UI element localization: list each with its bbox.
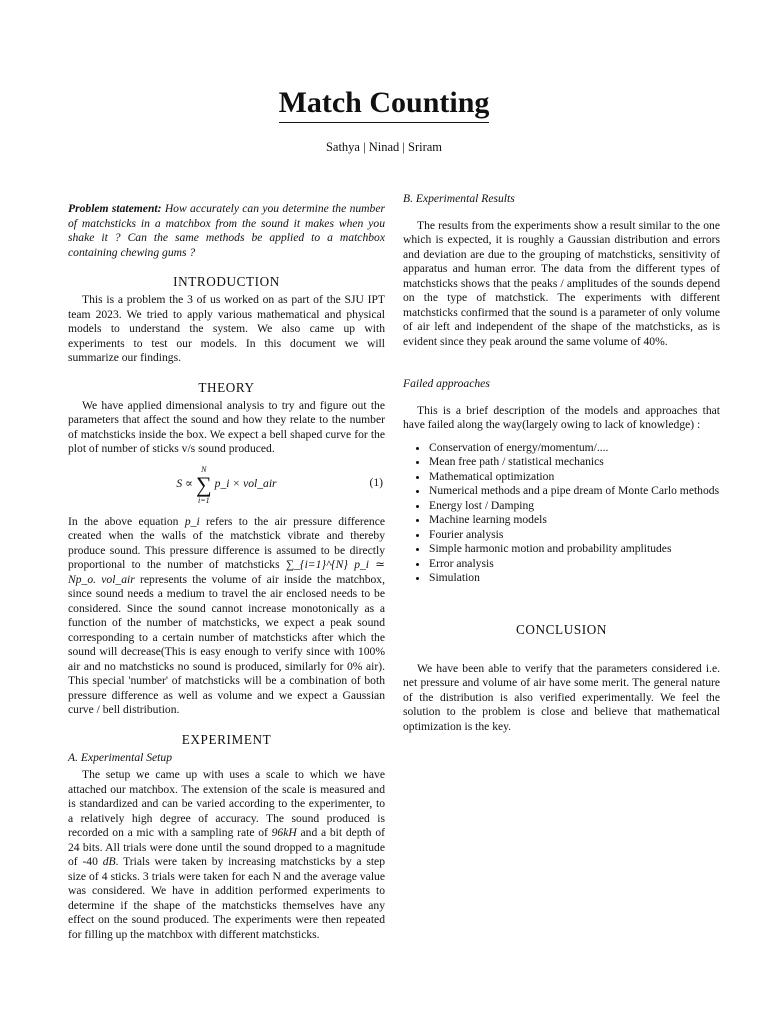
introduction-heading: INTRODUCTION — [173, 274, 280, 289]
theory-p2-var: p_i — [184, 514, 200, 528]
theory-paragraph-2 — [68, 515, 385, 718]
failed-list-item: • Machine learning models — [429, 513, 720, 528]
setup-text — [68, 768, 385, 942]
setup-b: and a bit depth of 24 bits. All trials were done until the sound dropped to a magnitude of -40 — [68, 826, 385, 868]
failed-list-item: • Simulation — [429, 571, 720, 586]
failed-list — [403, 441, 720, 586]
failed-heading: Failed approaches — [403, 377, 490, 390]
equation-lhs: S ∝ — [176, 477, 193, 491]
failed-list-item: • Mean free path / statistical mechanics — [429, 455, 720, 470]
equation-number: (1) — [369, 475, 383, 489]
experiment-heading: EXPERIMENT — [181, 731, 272, 747]
setup-heading: A. Experimental Setup — [68, 750, 172, 764]
abstract-text: How accurately can you determine the number of matchsticks in a matchbox from the sound it makes when you shake it ? Can the same methods be applied to a matchbox containing chewing gums ? — [68, 202, 385, 259]
equation-rhs: p_i × vol_air — [214, 477, 277, 491]
theory-p2-b: refers to the air pressure difference created when the walls of the matchstick vibrate and thereby produce sound. This pressure difference is assumed to be directly proportional to the number of matchsticks — [68, 514, 385, 571]
equation-1 — [68, 460, 385, 510]
setup-db: dB — [102, 855, 116, 868]
abstract-label: Problem statement: — [68, 202, 162, 215]
failed-intro: This is a brief description of the models and approaches that have failed along the way(largely owing to lack of knowledge) : — [403, 403, 720, 431]
setup-a: The setup we came up with uses a scale to which we have attached our matchbox. The extension of the scale is measured and is standardized and can be varied according to the experimenter, to a relatively high degree of accuracy. The sound produced is recorded on a mic with a sampling rate of — [68, 768, 385, 839]
summation-symbol: ∑ — [195, 471, 212, 497]
conclusion-text: We have been able to verify that the parameters considered i.e. net pressure and volume of air have some merit. The general nature of the distribution is also verified experimentally. We feel the solution to the problem is close and believe that mathematical optimization is the key. — [403, 661, 720, 733]
summation-upper: N — [201, 464, 207, 474]
failed-list-item: • Fourier analysis — [429, 528, 720, 543]
left-column — [68, 182, 385, 942]
theory-heading: THEORY — [198, 379, 255, 395]
theory-p2-a: In the above equation — [68, 514, 179, 528]
paper-title-block — [0, 86, 768, 123]
failed-list-item: • Mathematical optimization — [429, 470, 720, 485]
failed-list-item: • Energy lost / Damping — [429, 499, 720, 514]
introduction-text: This is a problem the 3 of us worked on as part of the SJU IPT team 2023. We tried to apply various mathematical and physical models to understand the system. We also came up with experiments to test our models. In this document we will summarize our findings. — [68, 293, 385, 364]
results-heading: B. Experimental Results — [403, 192, 515, 205]
failed-list-item: • Simple harmonic motion and probability amplitudes — [429, 542, 720, 557]
results-text: The results from the experiments show a result similar to the one which is expected, it is roughly a Gaussian distribution and errors and deviation are due to the grouping of matchsticks, sensitivity of apparatus and human error. The data from the different types of matchsticks shows that the peaks / amplitudes of the sounds depend on the type of matchstick. The experiments with different matchsticks confirmed that the sound is a parameter of only volume of air left and independent of the shape of the matchsticks, as is evident since they peak around the same volume of 40%. — [403, 218, 720, 348]
summation — [196, 465, 212, 505]
author-list: Sathya | Ninad | Sriram — [325, 140, 443, 154]
failed-list-item: • Numerical methods and a pipe dream of Monte Carlo methods — [429, 484, 720, 499]
theory-p2-math: ∑_{i=1}^{N} p_i ≃ Np_o. vol_air — [68, 558, 385, 586]
theory-paragraph-1: We have applied dimensional analysis to try and figure out the parameters that affect the sound and how they relate to the number of matchsticks inside the box. We expect a bell shaped curve for the plot of number of sticks v/s sound produced. — [68, 398, 385, 455]
abstract — [68, 202, 385, 260]
setup-rate: 96kH — [271, 826, 297, 839]
conclusion-heading: CONCLUSION — [516, 621, 607, 637]
right-column — [403, 182, 720, 734]
failed-list-item: • Conservation of energy/momentum/.... — [429, 441, 720, 456]
paper-title: Match Counting — [279, 86, 490, 123]
setup-c: . Trials were taken by increasing matchsticks by a step size of 4 sticks. 3 trials were taken for each N and the average value was considered. We have in addition performed experiments to determine if the shape of the matchsticks themselves have any effect on the sound produced. The experiments were then repeated for filling up the matchbox with different matchsticks. — [68, 855, 386, 941]
failed-list-item: • Error analysis — [429, 557, 720, 572]
summation-lower: i=1 — [197, 495, 210, 505]
theory-p2-c: represents the volume of air inside the matchbox, since sound needs a medium to travel the air enclosed needs to be considered. Since the sound cannot increase monotonically as a function of the number of matchsticks, we expect a peak sound corresponding to a certain number of matchsticks after which the sound will decrease(This is easy enough to verify since with 100% air and no matchsticks no sound is produced, similarly for 0% air). This special 'number' of matchsticks will be a combination of both pressure difference as well as volume and we expect a Gaussian curve / bell distribution. — [68, 572, 385, 716]
